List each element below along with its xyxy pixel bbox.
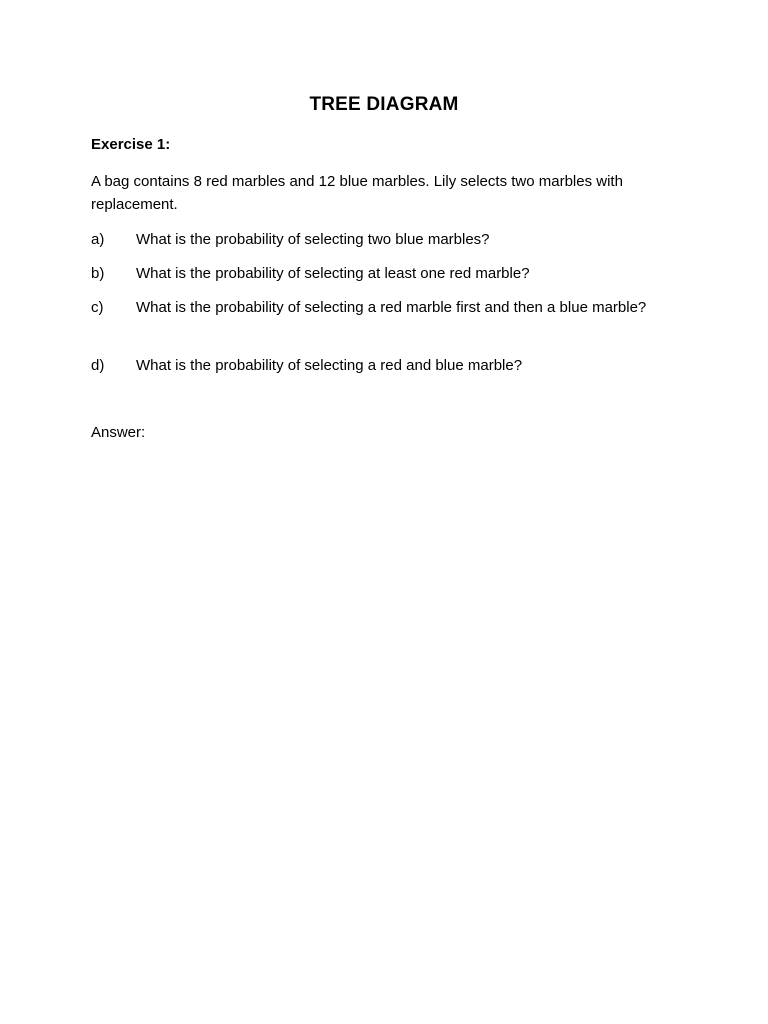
document-title: TREE DIAGRAM bbox=[309, 94, 459, 115]
answer-label: Answer: bbox=[91, 424, 146, 441]
question-label: a) bbox=[91, 231, 105, 248]
question-text: What is the probability of selecting a red marble first and then a blue marble? bbox=[136, 299, 647, 316]
question-label: c) bbox=[91, 299, 104, 316]
question-label: d) bbox=[91, 357, 105, 374]
question-text: What is the probability of selecting a red and blue marble? bbox=[136, 357, 523, 374]
question-label: b) bbox=[91, 265, 105, 282]
exercise-heading: Exercise 1: bbox=[91, 136, 171, 153]
exercise-prompt: A bag contains 8 red marbles and 12 blue marbles. Lily selects two marbles with replacement. bbox=[91, 173, 623, 213]
question-text: What is the probability of selecting at least one red marble? bbox=[136, 265, 530, 282]
question-text: What is the probability of selecting two blue marbles? bbox=[136, 231, 490, 248]
